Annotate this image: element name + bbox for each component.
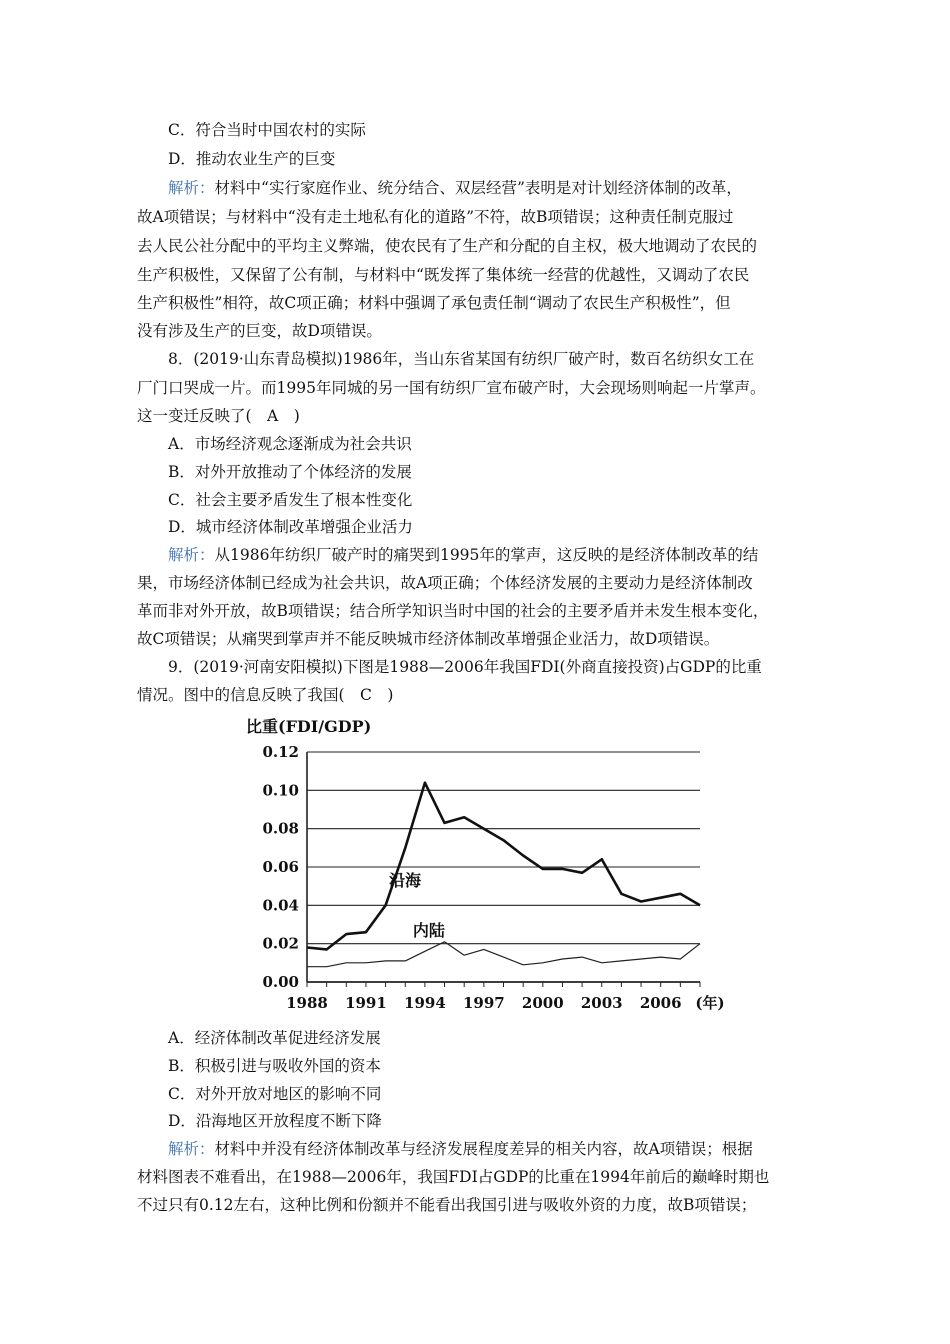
analysis-line: 解析：材料中“实行家庭作业、统分结合、双层经营”表明是对计划经济体制的改革，: [168, 179, 742, 197]
q8-analysis-line: 解析：从1986年纺织厂破产时的痛哭到1995年的掌声，这反映的是经济体制改革的结: [168, 546, 759, 564]
series-line-coastal: [307, 783, 700, 950]
option-c: C．符合当时中国农村的实际: [168, 121, 366, 139]
question-8-stem: 8．(2019·山东青岛模拟)1986年，当山东省某国有纺织厂破产时，数百名纺织女工在: [168, 350, 755, 368]
q8-option-b: B．对外开放推动了个体经济的发展: [168, 463, 412, 481]
analysis-line: 没有涉及生产的巨变，故D项错误。: [137, 322, 382, 340]
x-tick-label: 2003: [580, 994, 623, 1012]
question-8-stem: 厂门口哭成一片。而1995年同城的另一国有纺织厂宣布破产时，大会现场则响起一片掌声。: [137, 379, 766, 397]
analysis-line: 故A项错误；与材料中“没有走土地私有化的道路”不符，故B项错误；这种责任制克服过: [137, 208, 734, 226]
q9-option-b: B．积极引进与吸收外国的资本: [168, 1057, 381, 1075]
analysis-line: 生产积极性”相符，故C项正确；材料中强调了承包责任制“调动了农民生产积极性”，但: [137, 294, 731, 312]
analysis-label: 解析：: [168, 179, 215, 197]
y-tick-label: 0.06: [262, 858, 299, 876]
q8-analysis-line: 革而非对外开放，故B项错误；结合所学知识当时中国的社会的主要矛盾并未发生根本变化，: [137, 602, 769, 620]
question-9-stem: 情况。图中的信息反映了我国( C ): [137, 686, 394, 704]
y-axis-title: 比重(FDI/GDP): [246, 717, 372, 736]
y-tick-label: 0.12: [262, 743, 299, 761]
option-d: D．推动农业生产的巨变: [168, 150, 336, 168]
x-tick-label: 1991: [345, 994, 387, 1012]
series-label: 沿海: [388, 871, 421, 891]
analysis-line: 去人民公社分配中的平均主义弊端，使农民有了生产和分配的自主权，极大地调动了农民的: [137, 237, 758, 255]
q8-analysis-line: 故C项错误；从痛哭到掌声并不能反映城市经济体制改革增强企业活力，故D项错误。: [137, 630, 720, 648]
y-tick-label: 0.10: [262, 781, 299, 800]
x-tick-label: 1988: [286, 994, 328, 1012]
chart-svg: [240, 712, 740, 1022]
q9-option-a: A．经济体制改革促进经济发展: [168, 1029, 381, 1047]
x-tick-label: 2000: [521, 994, 564, 1012]
y-tick-label: 0.00: [262, 973, 299, 991]
series-label: 内陆: [412, 921, 445, 940]
q9-option-d: D．沿海地区开放程度不断下降: [168, 1112, 382, 1130]
x-tick-label: 1994: [404, 994, 446, 1012]
x-unit-label: (年): [695, 994, 725, 1012]
q8-option-a: A．市场经济观念逐渐成为社会共识: [168, 435, 412, 453]
y-tick-label: 0.08: [262, 819, 299, 838]
analysis-line: 生产积极性，又保留了公有制，与材料中“既发挥了集体统一经营的优越性，又调动了农民: [137, 266, 750, 284]
q9-analysis-line: 解析：材料中并没有经济体制改革与经济发展程度差异的相关内容，故A项错误；根据: [168, 1140, 753, 1158]
q8-option-c: C．社会主要矛盾发生了根本性变化: [168, 491, 413, 509]
q9-analysis-line: 材料图表不难看出，在1988—2006年，我国FDI占GDP的比重在1994年前后的巅峰时期也: [137, 1168, 770, 1186]
analysis-label: 解析：: [168, 546, 215, 564]
q8-analysis-line: 果，市场经济体制已经成为社会共识，故A项正确；个体经济发展的主要动力是经济体制改: [137, 574, 753, 592]
fdi-gdp-line-chart: [240, 712, 740, 1022]
x-tick-label: 2006: [639, 994, 682, 1012]
question-9-stem: 9．(2019·河南安阳模拟)下图是1988—2006年我国FDI(外商直接投资)占GDP的比重: [168, 658, 762, 676]
q8-option-d: D．城市经济体制改革增强企业活力: [168, 518, 413, 536]
question-8-stem: 这一变迁反映了( A ): [137, 407, 300, 425]
x-tick-label: 1997: [462, 994, 505, 1012]
y-tick-label: 0.02: [262, 934, 299, 953]
series-line-inland: [307, 942, 700, 967]
y-tick-label: 0.04: [262, 896, 299, 915]
analysis-label: 解析：: [168, 1140, 215, 1158]
q9-option-c: C．对外开放对地区的影响不同: [168, 1085, 382, 1103]
q9-analysis-line: 不过只有0.12左右，这种比例和份额并不能看出我国引进与吸收外资的力度，故B项错误；: [137, 1196, 757, 1214]
